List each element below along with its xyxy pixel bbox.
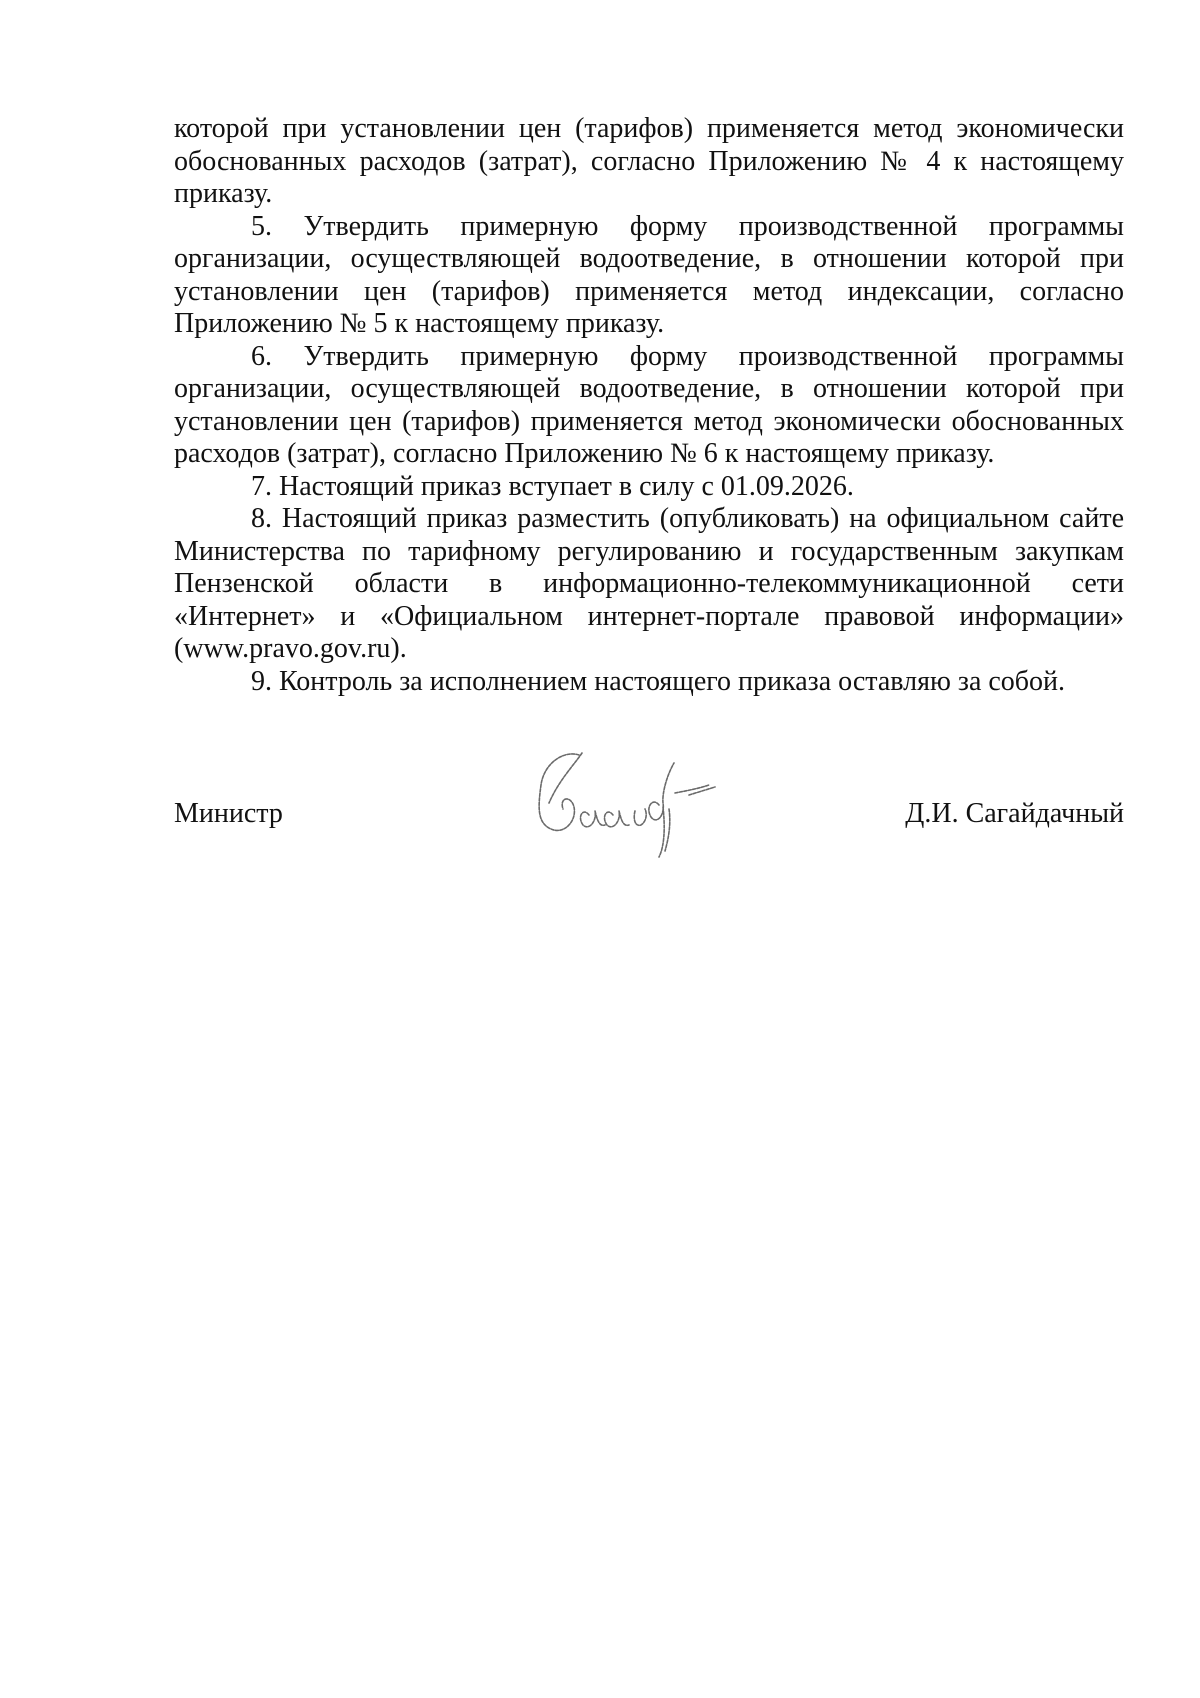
document-body xyxy=(174,113,1124,698)
paragraph-item-5: 5. Утвердить примерную форму производственной программы организации, осуществляющей водоотведение, в отношении которой при установлении цен (тарифов) применяется метод индексации, согласно Приложению № 5 к настоящему приказу. xyxy=(174,210,1124,339)
paragraph-item-9: 9. Контроль за исполнением настоящего приказа оставляю за собой. xyxy=(251,665,1066,697)
signatory-title: Министр xyxy=(174,798,283,829)
paragraph-item-8: 8. Настоящий приказ разместить (опубликовать) на официальном сайте Министерства по тарифному регулированию и государственным закупкам Пензенской области в информационно-телекоммуникационной сети «Интернет» и «Официальном интернет-портале правовой информации» (www.pravo.gov.ru). xyxy=(174,503,1124,664)
handwritten-signature xyxy=(519,745,749,865)
paragraph-item-7: 7. Настоящий приказ вступает в силу с 01.09.2026. xyxy=(251,470,854,502)
signatory-name: Д.И. Сагайдачный xyxy=(905,798,1124,829)
paragraph-continuation: которой при установлении цен (тарифов) применяется метод экономически обоснованных расходов (затрат), согласно Приложению № 4 к настоящему приказу. xyxy=(174,113,1124,209)
signature-block xyxy=(174,745,1124,865)
paragraph-item-6: 6. Утвердить примерную форму производственной программы организации, осуществляющей водоотведение, в отношении которой при установлении цен (тарифов) применяется метод экономически обоснованных расходов (затрат), согласно Приложению № 6 к настоящему приказу. xyxy=(174,340,1124,469)
